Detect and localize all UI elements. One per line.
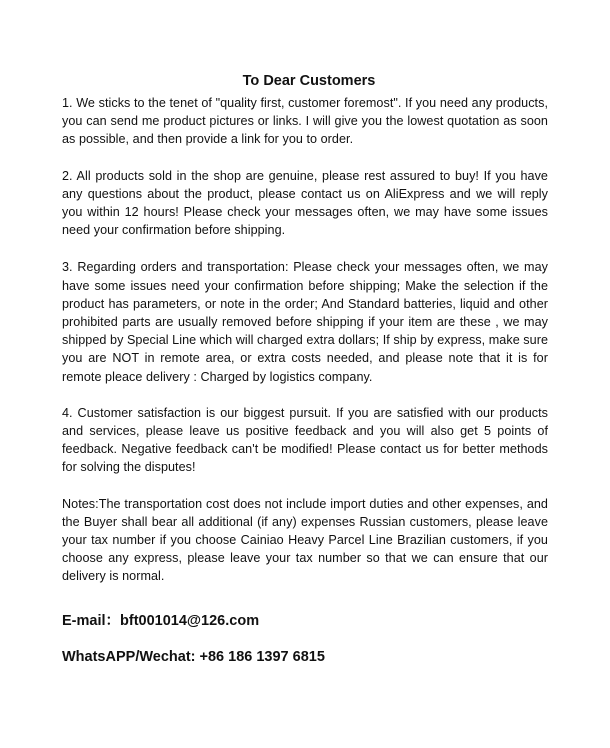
email-label: E-mail： <box>62 612 121 629</box>
document-title: To Dear Customers <box>242 73 376 89</box>
email-address: bft001014@126.com <box>120 612 260 629</box>
paragraph-genuine-products: 2. All products sold in the shop are genuine, please rest assured to buy! If you have any questions about the product, please contact us on AliExpress and we will reply you within 12 hours! Please check your messages often, we may have some issues need your confirmation before shipping. <box>62 168 548 238</box>
paragraph-notes: Notes:The transportation cost does not include import duties and other expenses, and the Buyer shall bear all additional (if any) expenses Russian customers, please leave your tax number if you choose Cainiao Heavy Parcel Line Brazilian customers, if you choose any express, please leave your tax number so that we can ensure that our delivery is normal. <box>62 496 548 584</box>
paragraph-orders-transportation: 3. Regarding orders and transportation: Please check your messages often, we may have some issues need your confirmation before shipping; Make the selection if the product has parameters, or note in the order; And Standard batteries, liquid and other prohibited parts are usually removed before shipping if your item are these , we may shipped by Special Line which will charged extra dollars; If ship by express, make sure you are NOT in remote area, or extra costs needed, and please note that it is for remote pleace delivery : Charged by logistics company. <box>62 260 548 384</box>
paragraph-quality-tenet: 1. We sticks to the tenet of "quality first, customer foremost". If you need any products, you can send me product pictures or links. I will give you the lowest quotation as soon as possible, and then provide a link for you to order. <box>62 96 548 147</box>
whatsapp-contact <box>62 648 548 666</box>
whatsapp-label: WhatsAPP/Wechat: <box>62 648 200 665</box>
paragraph-customer-satisfaction: 4. Customer satisfaction is our biggest pursuit. If you are satisfied with our products and services, please leave us positive feedback and you will also get 5 points of feedback. Negative feedback can't be modified! Please contact us for better methods for solving the disputes! <box>62 405 548 475</box>
whatsapp-number: +86 186 1397 6815 <box>199 648 325 665</box>
email-contact <box>62 612 548 630</box>
customer-notice-document <box>62 72 548 684</box>
